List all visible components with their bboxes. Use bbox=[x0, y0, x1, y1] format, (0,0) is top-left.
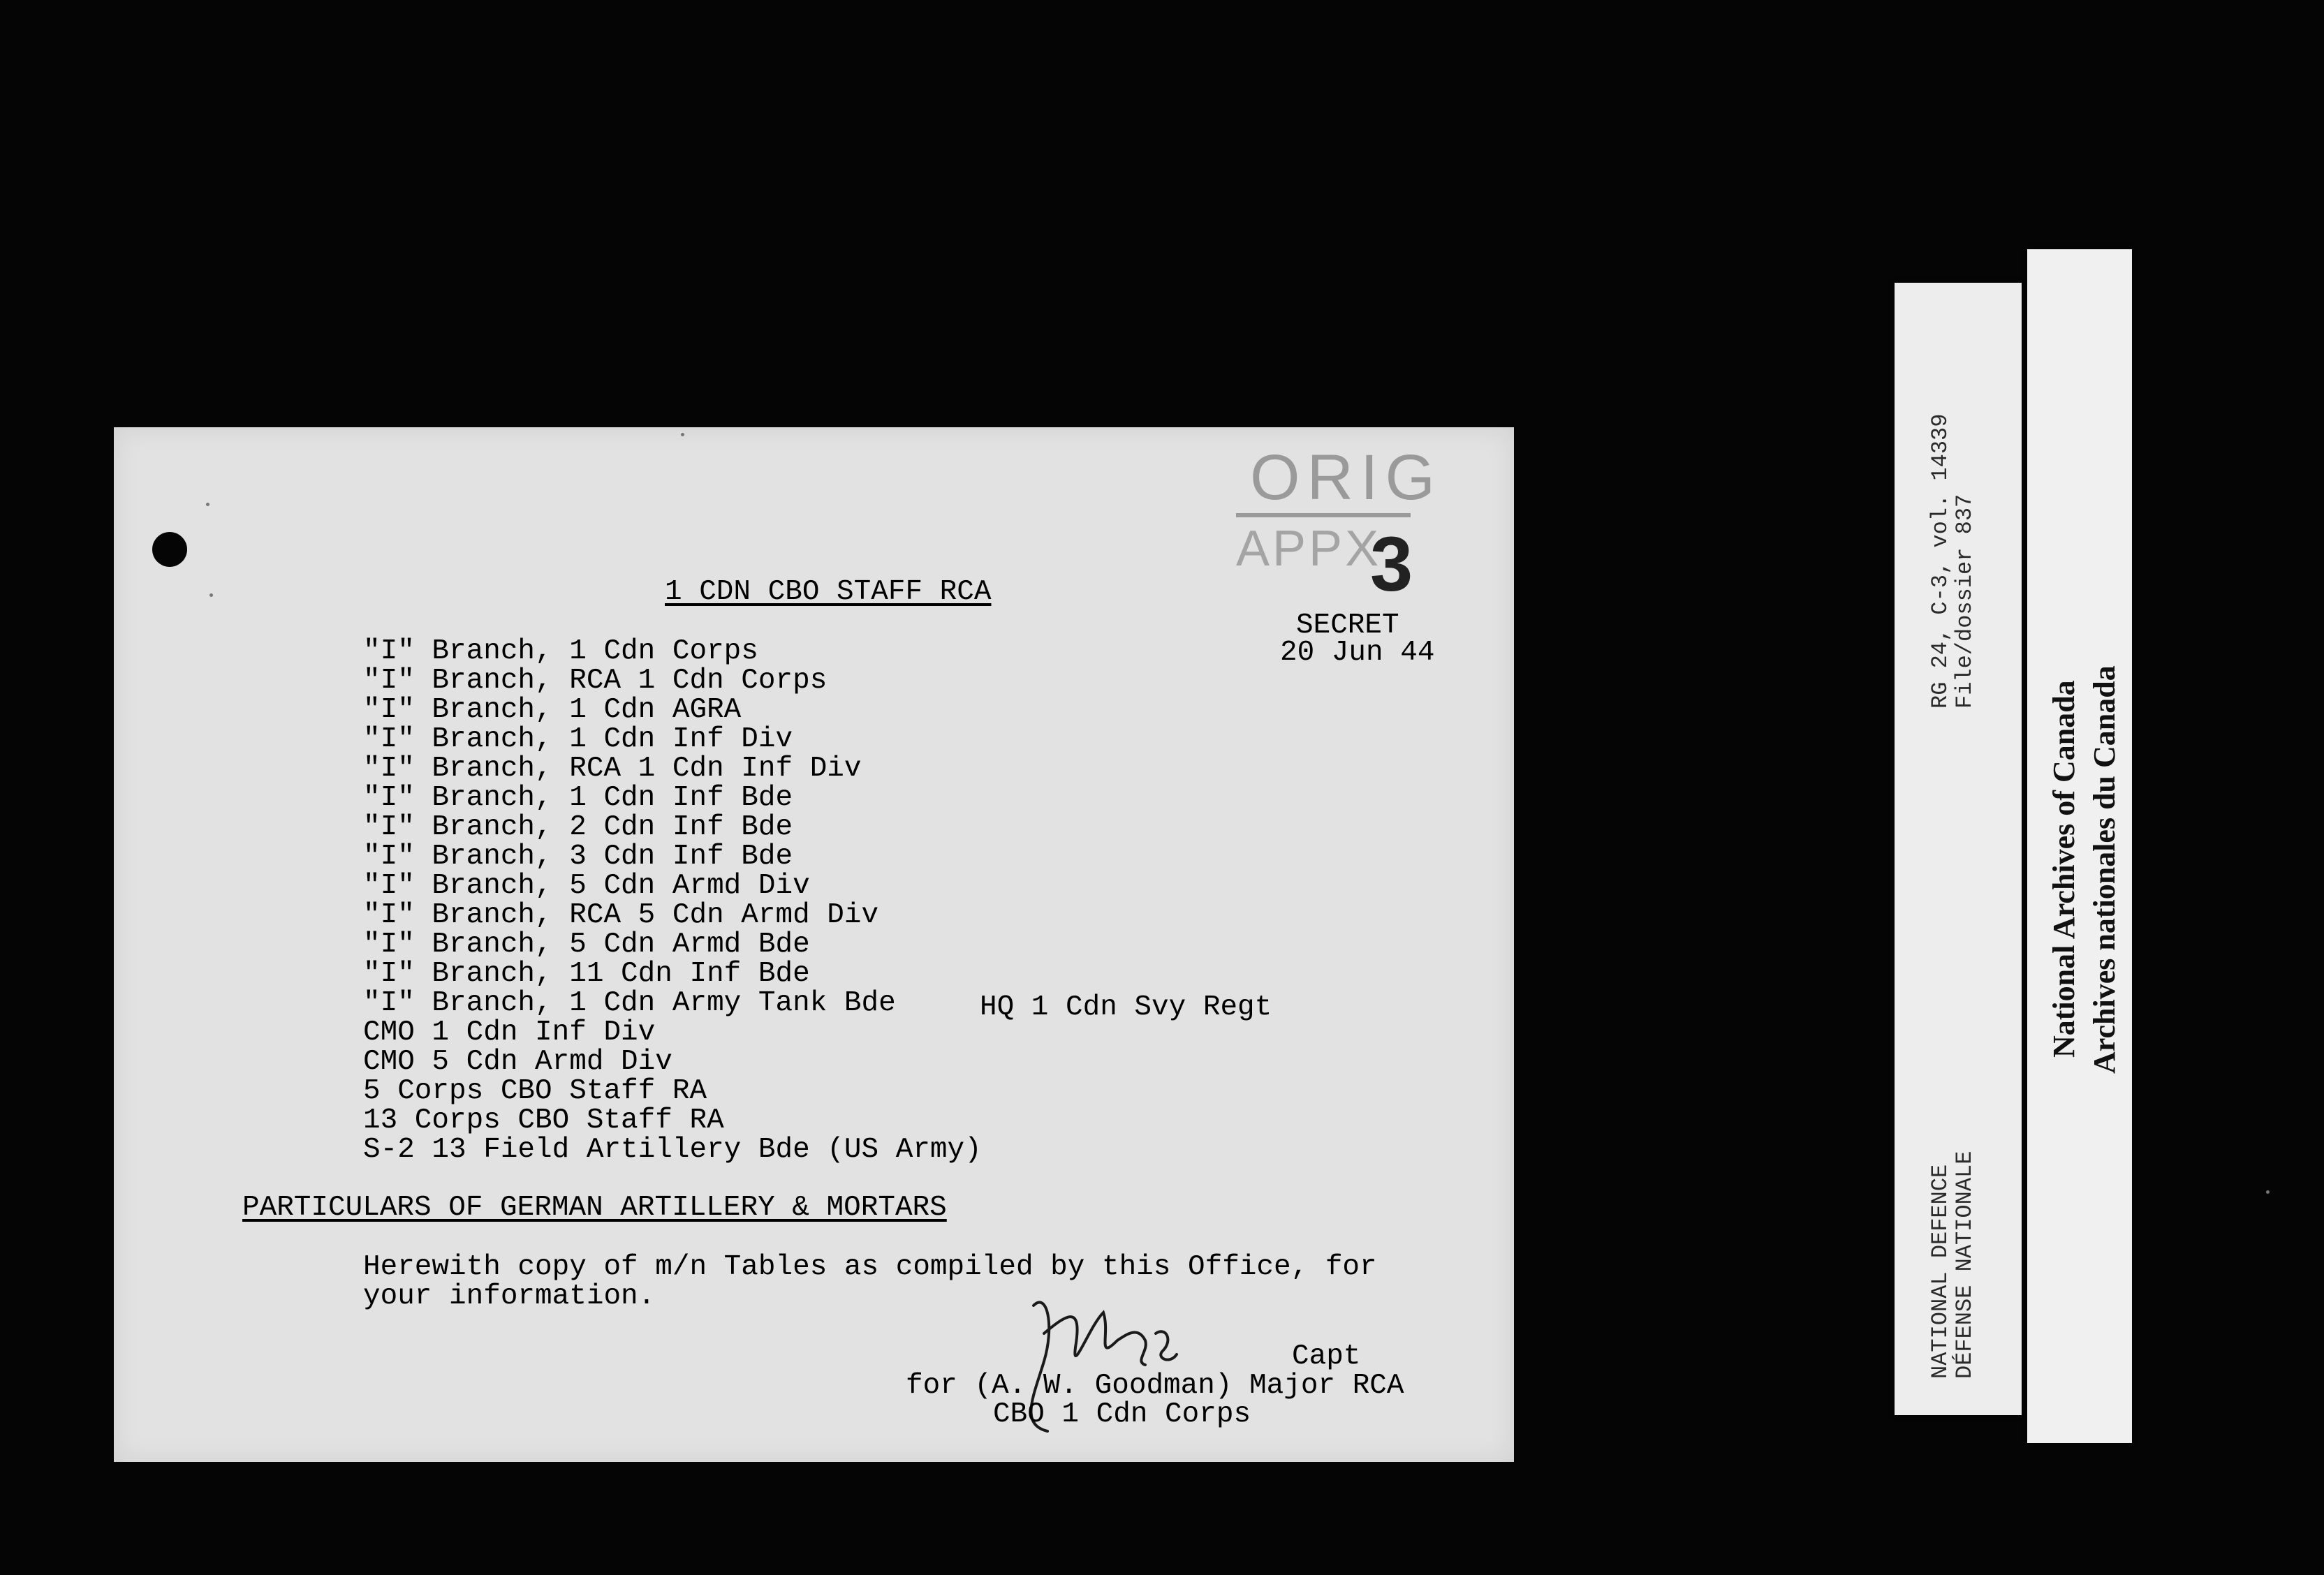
addressee-item: "I" Branch, RCA 5 Cdn Armd Div bbox=[363, 899, 879, 931]
addressee-item: "I" Branch, 1 Cdn Army Tank Bde bbox=[363, 987, 896, 1019]
addressee-item: S-2 13 Field Artillery Bde (US Army) bbox=[363, 1134, 982, 1166]
signature-rank: Capt bbox=[1292, 1340, 1361, 1373]
dust-speck bbox=[2266, 1190, 2270, 1194]
dust-speck bbox=[206, 503, 209, 506]
signature-office: CBO 1 Cdn Corps bbox=[993, 1398, 1251, 1430]
stamp-orig: ORIG bbox=[1250, 442, 1443, 513]
document-date: 20 Jun 44 bbox=[1280, 637, 1435, 669]
addressee-item: "I" Branch, 11 Cdn Inf Bde bbox=[363, 958, 810, 990]
classification-label: SECRET bbox=[1296, 609, 1399, 642]
punch-hole bbox=[152, 532, 187, 567]
archives-name-fr: Archives nationales du Canada bbox=[2087, 665, 2121, 1074]
addressee-item: "I" Branch, 2 Cdn Inf Bde bbox=[363, 811, 793, 843]
addressee-item: CMO 1 Cdn Inf Div bbox=[363, 1016, 656, 1049]
department-line-fr: DÉFENSE NATIONALE bbox=[1952, 1151, 1978, 1379]
addressee-item: "I" Branch, 5 Cdn Armd Bde bbox=[363, 929, 810, 961]
subject-heading: PARTICULARS OF GERMAN ARTILLERY & MORTARS bbox=[242, 1192, 947, 1224]
archives-name-en: National Archives of Canada bbox=[2047, 680, 2081, 1058]
signature-name: for (A. W. Goodman) Major RCA bbox=[906, 1370, 1404, 1402]
stamp-divider bbox=[1236, 513, 1411, 517]
addressee-list bbox=[363, 637, 982, 1164]
department-line-en: NATIONAL DEFENCE bbox=[1927, 1164, 1953, 1379]
addressee-item: "I" Branch, 5 Cdn Armd Div bbox=[363, 870, 810, 902]
addressee-item: 5 Corps CBO Staff RA bbox=[363, 1075, 707, 1107]
archive-file-line: File/dossier 837 bbox=[1952, 494, 1978, 709]
addressee-item: "I" Branch, 1 Cdn Inf Bde bbox=[363, 782, 793, 814]
addressee-item: "I" Branch, 1 Cdn Inf Div bbox=[363, 723, 793, 755]
body-text: Herewith copy of m/n Tables as compiled by this Office, for your information. bbox=[363, 1251, 1377, 1312]
addressee-item: "I" Branch, 1 Cdn AGRA bbox=[363, 694, 742, 726]
stamp-appx: APPX bbox=[1236, 521, 1382, 577]
addressee-item: "I" Branch, RCA 1 Cdn Inf Div bbox=[363, 753, 862, 785]
stamp-appx-number: 3 bbox=[1370, 522, 1413, 607]
addressee-item: "I" Branch, RCA 1 Cdn Corps bbox=[363, 665, 828, 697]
document-title: 1 CDN CBO STAFF RCA bbox=[665, 576, 992, 608]
archive-reference-line: RG 24, C-3, vol. 14339 bbox=[1927, 413, 1953, 709]
addressee-item: "I" Branch, 3 Cdn Inf Bde bbox=[363, 841, 793, 873]
dust-speck bbox=[209, 593, 213, 597]
addressee-item: "I" Branch, 1 Cdn Corps bbox=[363, 635, 758, 667]
addressee-item: CMO 5 Cdn Armd Div bbox=[363, 1046, 672, 1078]
dust-speck bbox=[681, 433, 684, 436]
addressee-item: 13 Corps CBO Staff RA bbox=[363, 1104, 724, 1137]
extra-addressee: HQ 1 Cdn Svy Regt bbox=[980, 991, 1272, 1023]
